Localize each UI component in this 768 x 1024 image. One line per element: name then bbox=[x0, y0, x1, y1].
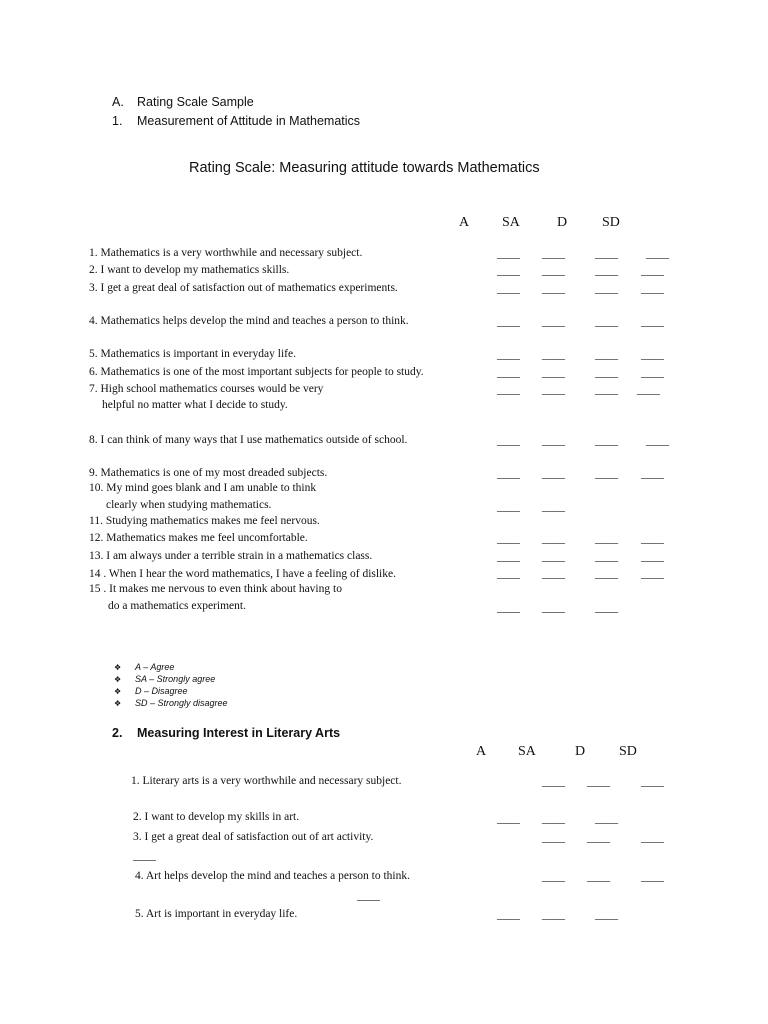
answer-blank[interactable]: ____ bbox=[497, 265, 520, 277]
math-col-d: D bbox=[557, 215, 568, 230]
answer-blank[interactable]: ____ bbox=[542, 316, 565, 328]
answer-blank[interactable]: ____ bbox=[497, 283, 520, 295]
answer-blank[interactable]: ____ bbox=[595, 551, 618, 563]
art-col-sa: SA bbox=[518, 744, 536, 759]
answer-blank[interactable]: ____ bbox=[542, 384, 565, 396]
math-item-11: 11. Studying mathematics makes me feel nervous. bbox=[89, 515, 320, 527]
math-item-15: 15 . It makes me nervous to even think about having to bbox=[89, 583, 342, 595]
answer-blank[interactable]: ____ bbox=[646, 435, 669, 447]
art-item-2: 2. I want to develop my skills in art. bbox=[133, 811, 300, 823]
answer-blank[interactable]: ____ bbox=[497, 468, 520, 480]
math-col-sa: SA bbox=[502, 215, 520, 230]
answer-blank[interactable]: ____ bbox=[595, 316, 618, 328]
math-item-14: 14 . When I hear the word mathematics, I have a feeling of dislike. bbox=[89, 568, 396, 580]
answer-blank[interactable]: ____ bbox=[595, 367, 618, 379]
diamond-bullet-icon: ❖ bbox=[114, 687, 122, 696]
art-item-5: 5. Art is important in everyday life. bbox=[135, 908, 298, 920]
section-1-heading: Measurement of Attitude in Mathematics bbox=[137, 114, 361, 128]
answer-blank[interactable]: ____ bbox=[542, 533, 565, 545]
answer-blank[interactable]: ____ bbox=[542, 265, 565, 277]
answer-blank[interactable]: ____ bbox=[641, 871, 664, 883]
answer-blank[interactable]: ____ bbox=[542, 568, 565, 580]
art-item-4: 4. Art helps develop the mind and teaches a person to think. bbox=[135, 870, 410, 882]
section-a-heading: Rating Scale Sample bbox=[137, 95, 254, 109]
answer-blank[interactable]: ____ bbox=[542, 776, 565, 788]
legend-item-disagree: D – Disagree bbox=[135, 686, 188, 696]
art-col-sd: SD bbox=[619, 744, 637, 759]
math-item-8: 8. I can think of many ways that I use mathematics outside of school. bbox=[89, 434, 408, 446]
art-col-a: A bbox=[476, 744, 487, 759]
answer-blank[interactable]: ____ bbox=[497, 909, 520, 921]
answer-blank[interactable]: ____ bbox=[542, 501, 565, 513]
math-item-7: 7. High school mathematics courses would be very bbox=[89, 383, 324, 395]
diamond-bullet-icon: ❖ bbox=[114, 699, 122, 708]
math-col-sd: SD bbox=[602, 215, 620, 230]
legend-item-strongly-disagree: SD – Strongly disagree bbox=[135, 698, 228, 708]
math-item-7-cont: helpful no matter what I decide to study. bbox=[102, 399, 288, 411]
answer-blank[interactable]: ____ bbox=[595, 533, 618, 545]
answer-blank[interactable]: ____ bbox=[641, 316, 664, 328]
answer-blank[interactable]: ____ bbox=[587, 776, 610, 788]
math-scale-title: Rating Scale: Measuring attitude towards Mathematics bbox=[189, 160, 540, 176]
answer-blank[interactable]: ____ bbox=[497, 602, 520, 614]
math-item-13: 13. I am always under a terrible strain in a mathematics class. bbox=[89, 550, 373, 562]
section-1-label: 1. bbox=[112, 114, 123, 128]
answer-blank[interactable]: ____ bbox=[587, 871, 610, 883]
answer-blank[interactable]: ____ bbox=[542, 248, 565, 260]
answer-blank[interactable]: ____ bbox=[542, 367, 565, 379]
answer-blank[interactable]: ____ bbox=[646, 248, 669, 260]
answer-blank[interactable]: ____ bbox=[497, 551, 520, 563]
answer-blank[interactable]: ____ bbox=[497, 435, 520, 447]
art-item-1: 1. Literary arts is a very worthwhile and necessary subject. bbox=[131, 775, 402, 787]
answer-blank[interactable]: ____ bbox=[595, 248, 618, 260]
art-item-3: 3. I get a great deal of satisfaction out of art activity. bbox=[133, 831, 374, 843]
answer-blank[interactable]: ____ bbox=[641, 551, 664, 563]
answer-blank[interactable]: ____ bbox=[641, 468, 664, 480]
answer-blank[interactable]: ____ bbox=[641, 283, 664, 295]
answer-blank[interactable]: ____ bbox=[595, 813, 618, 825]
answer-blank[interactable]: ____ bbox=[497, 384, 520, 396]
answer-blank[interactable]: ____ bbox=[542, 435, 565, 447]
answer-blank[interactable]: ____ bbox=[542, 871, 565, 883]
answer-blank[interactable]: ____ bbox=[497, 533, 520, 545]
answer-blank[interactable]: ____ bbox=[595, 468, 618, 480]
answer-blank[interactable]: ____ bbox=[595, 568, 618, 580]
answer-blank[interactable]: ____ bbox=[497, 349, 520, 361]
math-item-6: 6. Mathematics is one of the most important subjects for people to study. bbox=[89, 366, 424, 378]
answer-blank[interactable]: ____ bbox=[542, 832, 565, 844]
answer-blank[interactable]: ____ bbox=[641, 367, 664, 379]
math-col-a: A bbox=[459, 215, 470, 230]
legend-item-strongly-agree: SA – Strongly agree bbox=[135, 674, 216, 684]
math-item-1: 1. Mathematics is a very worthwhile and necessary subject. bbox=[89, 247, 363, 259]
answer-blank[interactable]: ____ bbox=[595, 435, 618, 447]
math-item-10: 10. My mind goes blank and I am unable to think bbox=[89, 482, 317, 494]
answer-blank[interactable]: ____ bbox=[595, 349, 618, 361]
answer-blank[interactable]: ____ bbox=[641, 832, 664, 844]
diamond-bullet-icon: ❖ bbox=[114, 675, 122, 684]
answer-blank[interactable]: ____ bbox=[641, 776, 664, 788]
answer-blank[interactable]: ____ bbox=[133, 850, 156, 862]
answer-blank[interactable]: ____ bbox=[497, 501, 520, 513]
answer-blank[interactable]: ____ bbox=[637, 384, 660, 396]
answer-blank[interactable]: ____ bbox=[542, 813, 565, 825]
answer-blank[interactable]: ____ bbox=[641, 533, 664, 545]
math-item-9: 9. Mathematics is one of my most dreaded subjects. bbox=[89, 467, 328, 479]
answer-blank[interactable]: ____ bbox=[641, 568, 664, 580]
section-2-label: 2. bbox=[112, 726, 123, 740]
section-2-heading: Measuring Interest in Literary Arts bbox=[137, 726, 341, 740]
answer-blank[interactable]: ____ bbox=[595, 384, 618, 396]
math-item-10-cont: clearly when studying mathematics. bbox=[106, 499, 272, 511]
answer-blank[interactable]: ____ bbox=[497, 367, 520, 379]
answer-blank[interactable]: ____ bbox=[542, 349, 565, 361]
math-item-12: 12. Mathematics makes me feel uncomfortable. bbox=[89, 532, 308, 544]
answer-blank[interactable]: ____ bbox=[595, 283, 618, 295]
answer-blank[interactable]: ____ bbox=[641, 265, 664, 277]
math-item-5: 5. Mathematics is important in everyday life. bbox=[89, 348, 296, 360]
answer-blank[interactable]: ____ bbox=[542, 602, 565, 614]
math-item-3: 3. I get a great deal of satisfaction out of mathematics experiments. bbox=[89, 282, 398, 294]
answer-blank[interactable]: ____ bbox=[357, 890, 380, 902]
legend-item-agree: A – Agree bbox=[135, 662, 175, 672]
art-col-d: D bbox=[575, 744, 586, 759]
answer-blank[interactable]: ____ bbox=[497, 813, 520, 825]
answer-blank[interactable]: ____ bbox=[587, 832, 610, 844]
answer-blank[interactable]: ____ bbox=[497, 316, 520, 328]
math-item-2: 2. I want to develop my mathematics skills. bbox=[89, 264, 290, 276]
answer-blank[interactable]: ____ bbox=[497, 568, 520, 580]
answer-blank[interactable]: ____ bbox=[542, 909, 565, 921]
answer-blank[interactable]: ____ bbox=[542, 551, 565, 563]
math-item-4: 4. Mathematics helps develop the mind and teaches a person to think. bbox=[89, 315, 409, 327]
answer-blank[interactable]: ____ bbox=[595, 265, 618, 277]
answer-blank[interactable]: ____ bbox=[497, 248, 520, 260]
answer-blank[interactable]: ____ bbox=[595, 602, 618, 614]
math-item-15-cont: do a mathematics experiment. bbox=[108, 600, 246, 612]
answer-blank[interactable]: ____ bbox=[595, 909, 618, 921]
answer-blank[interactable]: ____ bbox=[542, 468, 565, 480]
diamond-bullet-icon: ❖ bbox=[114, 663, 122, 672]
answer-blank[interactable]: ____ bbox=[542, 283, 565, 295]
section-a-label: A. bbox=[112, 95, 124, 109]
answer-blank[interactable]: ____ bbox=[641, 349, 664, 361]
